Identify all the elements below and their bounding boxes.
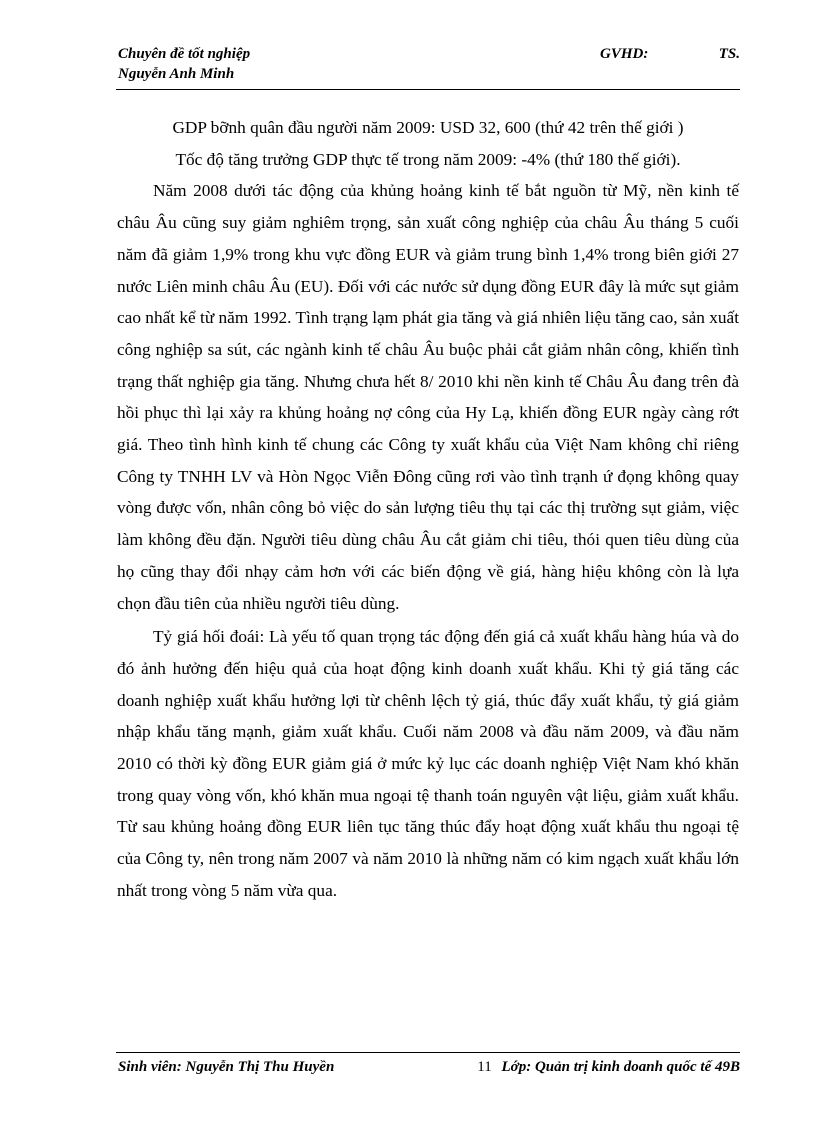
footer-class: Lớp: Quản trị kinh doanh quốc tế 49B [501, 1059, 740, 1075]
header-divider [116, 89, 740, 90]
header-supervisor-title: TS. [718, 46, 740, 62]
header-supervisor-name: Nguyễn Anh Minh [118, 66, 235, 82]
page-number: 11 [477, 1059, 492, 1075]
header-document-type: Chuyên đề tốt nghiệp [118, 46, 251, 62]
gdp-per-capita-line: GDP bỡnh quân đầu người năm 2009: USD 32, 600 (thứ 42 trên thế giới ) [172, 118, 684, 137]
footer-divider [116, 1052, 740, 1053]
header-supervisor-label: GVHD: [600, 46, 649, 62]
paragraph-economic-crisis: Năm 2008 dưới tác động của khủng hoảng kinh tế bắt nguồn từ Mỹ, nền kinh tế châu Âu cũng suy giảm nghiêm trọng, sản xuất công nghiệp của châu Âu tháng 5 cuối năm đã giảm 1,9% trong khu vực đồng EUR và giảm trung bình 1,4% trong biên giới 27 nước Liên minh châu Âu (EU). Đối với các nước sử dụng đồng EUR đây là mức sụt giảm cao nhất kể từ năm 1992. Tình trạng lạm phát gia tăng và giá nhiên liệu tăng cao, sản xuất công nghiệp sa sút, các ngành kinh tế châu Âu buộc phải cắt giảm nhân công, khiến tình trạng thất nghiệp gia tăng. Nhưng chưa hết 8/ 2010 khi nền kinh tế Châu Âu đang trên đà hồi phục thì lại xảy ra khủng hoảng nợ công của Hy Lạ, khiến đồng EUR ngày càng rớt giá. Theo tình hình kinh tế chung các Công ty xuất khẩu của Việt Nam không chỉ riêng Công ty TNHH LV và Hòn Ngọc Viễn Đông cũng rơi vào tình trạnh ứ đọng không quay vòng được vốn, nhân công bỏ việc do sản lượng tiêu thụ tại các thị trường sụt giảm, việc làm không đều đặn. Người tiêu dùng châu Âu cắt giảm chi tiêu, thói quen tiêu dùng của họ cũng thay đổi nhạy cảm hơn với các biến động về giá, hàng hiệu không còn là lựa chọn đầu tiên của nhiều người tiêu dùng. [117, 181, 739, 613]
page-header [118, 44, 740, 84]
document-body [117, 112, 739, 907]
paragraph-exchange-rate: Tỷ giá hối đoái: Là yếu tố quan trọng tác động đến giá cả xuất khẩu hàng húa và do đó ảnh hưởng đến hiệu quả của hoạt động kinh doanh xuất khẩu. Khi tỷ giá tăng các doanh nghiệp xuất khẩu hưởng lợi từ chênh lệch tỷ giá, thúc đẩy xuất khẩu, tỷ giá giảm nhập khẩu tăng mạnh, giảm xuất khẩu. Cuối năm 2008 và đầu năm 2009, và đầu năm 2010 có thời kỳ đồng EUR giảm giá ở mức kỷ lục các doanh nghiệp Việt Nam khó khăn trong quay vòng vốn, khó khăn mua ngoại tệ thanh toán nguyên vật liệu, giảm xuất khẩu. Từ sau khủng hoảng đồng EUR liên tục tăng thúc đẩy hoạt động xuất khẩu thu ngoại tệ của Công ty, nên trong năm 2007 và năm 2010 là những năm có kim ngạch xuất khẩu lớn nhất trong vòng 5 năm vừa qua. [117, 627, 739, 900]
footer-student-name: Sinh viên: Nguyễn Thị Thu Huyền [118, 1059, 335, 1075]
gdp-growth-line: Tốc độ tăng trưởng GDP thực tế trong năm 2009: -4% (thứ 180 thế giới). [175, 149, 681, 169]
page-footer [118, 1057, 740, 1077]
